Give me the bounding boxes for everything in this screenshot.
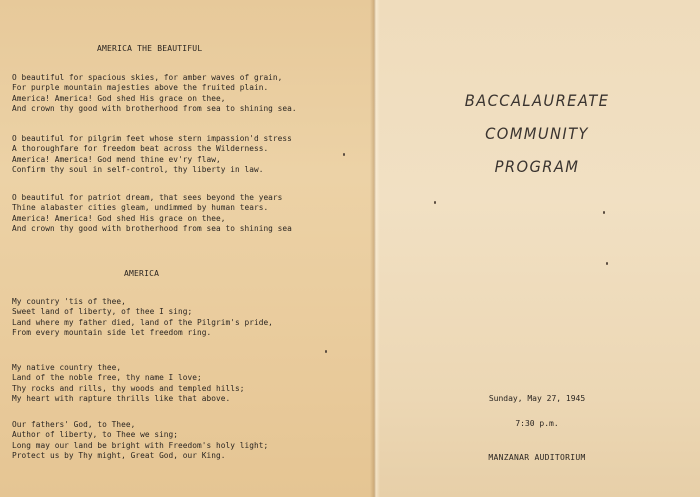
verse-line: O beautiful for patriot dream, that sees beyond the years (12, 193, 283, 202)
verse-line: A thoroughfare for freedom beat across the Wilderness. (12, 144, 269, 154)
song-title-america: AMERICA (124, 269, 160, 278)
song2-verse-2 (12, 363, 244, 404)
song2-verse-3 (12, 420, 268, 461)
song-title-america-the-beautiful: AMERICA THE BEAUTIFUL (97, 44, 203, 53)
verse-line: O beautiful for spacious skies, for amber waves of grain, (12, 73, 283, 82)
program-title (374, 84, 700, 183)
verse-line: Our fathers' God, to Thee, (12, 420, 136, 429)
ink-speck (325, 350, 327, 353)
verse-line: Land of the noble free, thy name I love; (12, 373, 202, 383)
program-title-line: COMMUNITY (485, 124, 589, 143)
song1-verse-2 (12, 134, 292, 175)
verse-line: Sweet land of liberty, of thee I sing; (12, 307, 193, 317)
verse-line: From every mountain side let freedom ring. (12, 327, 212, 337)
verse-line: Thine alabaster cities gleam, undimmed by human tears. (12, 203, 269, 213)
ink-speck (603, 211, 605, 214)
verse-line: America! America! God mend thine ev'ry flaw, (12, 154, 221, 164)
song2-verse-1 (12, 297, 273, 338)
verse-line: Author of liberty, to Thee we sing; (12, 430, 179, 440)
verse-line: My native country thee, (12, 363, 122, 372)
program-time: 7:30 p.m. (515, 419, 559, 428)
verse-line: My country 'tis of thee, (12, 297, 126, 306)
ink-speck (434, 201, 436, 204)
verse-line: Long may our land be bright with Freedom's holy light; (12, 440, 269, 450)
program-venue: MANZANAR AUDITORIUM (488, 453, 586, 462)
verse-line: And crown thy good with brotherhood from sea to shining sea (12, 223, 292, 233)
program-date: Sunday, May 27, 1945 (488, 394, 586, 403)
program-title-line: PROGRAM (494, 157, 580, 176)
verse-line: And crown thy good with brotherhood from sea to shining sea. (12, 103, 297, 113)
verse-line: Protect us by Thy might, Great God, our King. (12, 450, 226, 460)
verse-line: Land where my father died, land of the Pilgrim's pride, (12, 317, 273, 327)
song1-verse-1 (12, 73, 297, 114)
ink-speck (343, 153, 345, 156)
verse-line: Confirm thy soul in self-control, thy liberty in law. (12, 164, 264, 174)
song1-verse-3 (12, 193, 292, 234)
program-title-line: BACCALAUREATE (464, 91, 610, 110)
verse-line: O beautiful for pilgrim feet whose stern impassion'd stress (12, 134, 292, 143)
verse-line: America! America! God shed His grace on thee, (12, 93, 226, 103)
verse-line: Thy rocks and rills, thy woods and templed hills; (12, 383, 245, 393)
verse-line: America! America! God shed His grace on thee, (12, 213, 226, 223)
verse-line: For purple mountain majesties above the fruited plain. (12, 83, 269, 93)
verse-line: My heart with rapture thrills like that above. (12, 393, 231, 403)
ink-speck (606, 262, 608, 265)
